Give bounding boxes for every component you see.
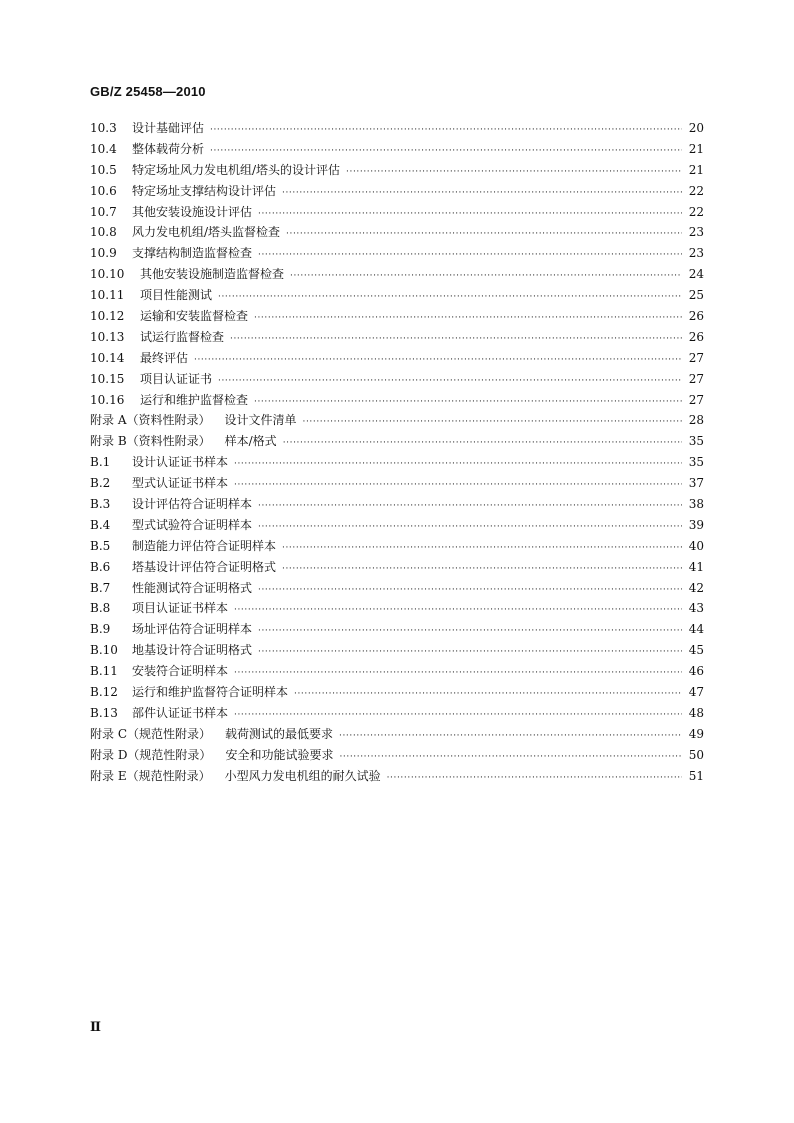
toc-entry[interactable]: [90, 661, 704, 682]
toc-entry[interactable]: [90, 682, 704, 703]
dot-leader: [254, 308, 682, 329]
toc-entry-title: 整体载荷分析: [132, 141, 205, 156]
toc-entry[interactable]: [90, 494, 704, 515]
toc-entry-number: 10.15: [90, 371, 125, 386]
toc-entry-number: B.8: [90, 601, 111, 616]
toc-entry-page: 51: [688, 768, 704, 783]
toc-entry-page: 28: [688, 413, 704, 428]
toc-entry-title: 部件认证证书样本: [132, 705, 229, 720]
dot-leader: [282, 538, 682, 559]
dot-leader: [258, 245, 682, 266]
toc-entry-number: B.3: [90, 497, 111, 512]
toc-entry-number: 10.8: [90, 225, 117, 240]
dot-leader: [218, 371, 682, 392]
toc-entry[interactable]: [90, 264, 704, 285]
toc-entry[interactable]: [90, 139, 704, 160]
toc-entry-number: 10.10: [90, 267, 125, 282]
toc-entry-page: 27: [688, 350, 704, 365]
toc-entry-title: 试运行监督检查: [140, 329, 225, 344]
toc-entry-title: 样本/格式: [224, 434, 277, 449]
toc-entry-number: B.11: [90, 664, 118, 679]
toc-entry-number: B.2: [90, 476, 111, 491]
toc-entry-number: 10.4: [90, 141, 117, 156]
toc-entry[interactable]: [90, 745, 704, 766]
toc-entry-page: 37: [688, 476, 704, 491]
toc-entry[interactable]: [90, 160, 704, 181]
toc-entry-title: 安全和功能试验要求: [225, 747, 334, 762]
toc-entry-number: B.4: [90, 517, 111, 532]
toc-entry-title: 其他安装设施设计评估: [132, 204, 253, 219]
toc-entry-page: 48: [688, 705, 704, 720]
toc-entry-page: 21: [688, 162, 704, 177]
toc-entry-page: 23: [688, 225, 704, 240]
toc-entry-number: B.7: [90, 580, 111, 595]
toc-entry-page: 42: [688, 580, 704, 595]
toc-entry-number: B.6: [90, 559, 111, 574]
toc-entry[interactable]: [90, 452, 704, 473]
dot-leader: [303, 412, 683, 433]
toc-entry-page: 27: [688, 371, 704, 386]
toc-entry-page: 21: [688, 141, 704, 156]
dot-leader: [339, 747, 682, 768]
toc-entry-number: 10.12: [90, 309, 125, 324]
toc-entry-title: 安装符合证明样本: [132, 664, 229, 679]
toc-entry-page: 26: [688, 329, 704, 344]
toc-entry-page: 39: [688, 517, 704, 532]
dot-leader: [210, 141, 682, 162]
toc-entry-number: B.1: [90, 455, 111, 470]
toc-entry-number: 10.5: [90, 162, 117, 177]
dot-leader: [283, 433, 682, 454]
toc-entry[interactable]: [90, 306, 704, 327]
dot-leader: [234, 705, 682, 726]
toc-entry-number: 附录 D（规范性附录）: [90, 747, 212, 762]
toc-entry-title: 项目认证证书: [140, 371, 213, 386]
dot-leader: [346, 162, 682, 183]
toc-entry-page: 41: [688, 559, 704, 574]
toc-entry-number: B.9: [90, 622, 111, 637]
toc-entry[interactable]: [90, 327, 704, 348]
toc-entry[interactable]: [90, 431, 704, 452]
toc-entry[interactable]: [90, 557, 704, 578]
dot-leader: [282, 559, 682, 580]
toc-entry-number: 10.11: [90, 288, 125, 303]
toc-entry-number: 10.7: [90, 204, 117, 219]
toc-entry-page: 35: [688, 434, 704, 449]
toc-entry-page: 20: [688, 121, 704, 135]
toc-entry[interactable]: [90, 640, 704, 661]
toc-entry-title: 设计评估符合证明样本: [132, 497, 253, 512]
dot-leader: [254, 392, 682, 413]
toc-entry-title: 型式试验符合证明样本: [132, 517, 253, 532]
toc-entry[interactable]: [90, 619, 704, 640]
toc-entry-number: B.12: [90, 685, 118, 700]
toc-entry-number: 10.6: [90, 183, 117, 198]
dot-leader: [258, 204, 682, 225]
toc-entry-number: 10.13: [90, 329, 125, 344]
toc-entry-number: B.10: [90, 643, 118, 658]
standard-code-header: GB/Z 25458—2010: [90, 84, 206, 99]
dot-leader: [294, 684, 682, 705]
toc-entry-number: 附录 B（资料性附录）: [90, 434, 211, 449]
toc-entry-page: 22: [688, 204, 704, 219]
toc-entry-page: 49: [688, 726, 704, 741]
dot-leader: [258, 517, 682, 538]
toc-entry[interactable]: [90, 536, 704, 557]
dot-leader: [234, 600, 682, 621]
toc-entry[interactable]: [90, 766, 704, 787]
toc-entry-title: 设计基础评估: [132, 121, 205, 135]
dot-leader: [387, 768, 682, 789]
toc-entry-page: 27: [688, 392, 704, 407]
toc-entry-title: 其他安装设施制造监督检查: [140, 267, 285, 282]
toc-entry-page: 40: [688, 538, 704, 553]
page-number: Ⅱ: [90, 1019, 101, 1034]
toc-entry-title: 设计文件清单: [224, 413, 297, 428]
dot-leader: [218, 287, 682, 308]
toc-entry-title: 载荷测试的最低要求: [225, 726, 334, 741]
toc-entry-number: 附录 A（资料性附录）: [90, 413, 211, 428]
toc-entry-page: 35: [688, 455, 704, 470]
toc-entry[interactable]: [90, 515, 704, 536]
toc-entry-page: 47: [688, 685, 704, 700]
dot-leader: [258, 621, 682, 642]
toc-entry-number: B.5: [90, 538, 111, 553]
toc-entry-title: 性能测试符合证明格式: [132, 580, 253, 595]
toc-entry-page: 38: [688, 497, 704, 512]
toc-entry-title: 制造能力评估符合证明样本: [132, 538, 277, 553]
toc-entry-number: 10.3: [90, 121, 117, 135]
toc-entry-number: 10.9: [90, 246, 117, 261]
dot-leader: [282, 183, 682, 204]
dot-leader: [339, 726, 682, 747]
toc-entry-title: 场址评估符合证明样本: [132, 622, 253, 637]
toc-entry-page: 24: [688, 267, 704, 282]
toc-entry-number: 10.14: [90, 350, 125, 365]
toc-entry-title: 小型风力发电机组的耐久试验: [224, 768, 381, 783]
toc-entry-number: 附录 C（规范性附录）: [90, 726, 211, 741]
dot-leader: [210, 120, 682, 141]
toc-entry[interactable]: [90, 222, 704, 243]
toc-entry[interactable]: [90, 369, 704, 390]
toc-entry-page: 45: [688, 643, 704, 658]
toc-entry[interactable]: [90, 724, 704, 745]
toc-entry-number: 10.16: [90, 392, 125, 407]
toc-entry[interactable]: [90, 118, 704, 139]
dot-leader: [286, 224, 682, 245]
toc-entry-page: 43: [688, 601, 704, 616]
toc-entry-title: 特定场址支撑结构设计评估: [132, 183, 277, 198]
toc-entry-title: 设计认证证书样本: [132, 455, 229, 470]
toc-entry-page: 44: [688, 622, 704, 637]
toc-entry[interactable]: [90, 598, 704, 619]
toc-entry[interactable]: [90, 202, 704, 223]
toc-entry-number: B.13: [90, 705, 118, 720]
toc-entry-title: 风力发电机组/塔头监督检查: [132, 225, 281, 240]
dot-leader: [234, 454, 682, 475]
toc-entry-title: 项目性能测试: [140, 288, 213, 303]
toc-entry[interactable]: [90, 285, 704, 306]
toc-entry-title: 塔基设计评估符合证明格式: [132, 559, 277, 574]
dot-leader: [234, 663, 682, 684]
toc-entry-title: 最终评估: [140, 350, 189, 365]
toc-entry[interactable]: [90, 703, 704, 724]
toc-entry[interactable]: [90, 243, 704, 264]
toc-entry-page: 25: [688, 288, 704, 303]
toc-entry[interactable]: [90, 578, 704, 599]
toc-entry-page: 23: [688, 246, 704, 261]
toc-entry[interactable]: [90, 410, 704, 431]
toc-entry-title: 运行和维护监督符合证明样本: [132, 685, 289, 700]
toc-entry-page: 22: [688, 183, 704, 198]
toc-entry-title: 运输和安装监督检查: [140, 309, 249, 324]
dot-leader: [258, 580, 682, 601]
dot-leader: [258, 496, 682, 517]
toc-entry[interactable]: [90, 473, 704, 494]
toc-entry-title: 项目认证证书样本: [132, 601, 229, 616]
dot-leader: [230, 329, 682, 350]
toc-entry-number: 附录 E（规范性附录）: [90, 768, 211, 783]
toc-entry-page: 26: [688, 309, 704, 324]
toc-entry-title: 运行和维护监督检查: [140, 392, 249, 407]
toc-entry-title: 地基设计符合证明格式: [132, 643, 253, 658]
toc-entry[interactable]: [90, 348, 704, 369]
toc-entry-title: 型式认证证书样本: [132, 476, 229, 491]
table-of-contents: [90, 118, 704, 787]
toc-entry-page: 50: [688, 747, 704, 762]
toc-entry-title: 特定场址风力发电机组/塔头的设计评估: [132, 162, 341, 177]
toc-entry-title: 支撑结构制造监督检查: [132, 246, 253, 261]
toc-entry[interactable]: [90, 181, 704, 202]
dot-leader: [194, 350, 682, 371]
dot-leader: [234, 475, 682, 496]
toc-entry[interactable]: [90, 390, 704, 411]
toc-entry-page: 46: [688, 664, 704, 679]
dot-leader: [258, 642, 682, 663]
dot-leader: [290, 266, 682, 287]
